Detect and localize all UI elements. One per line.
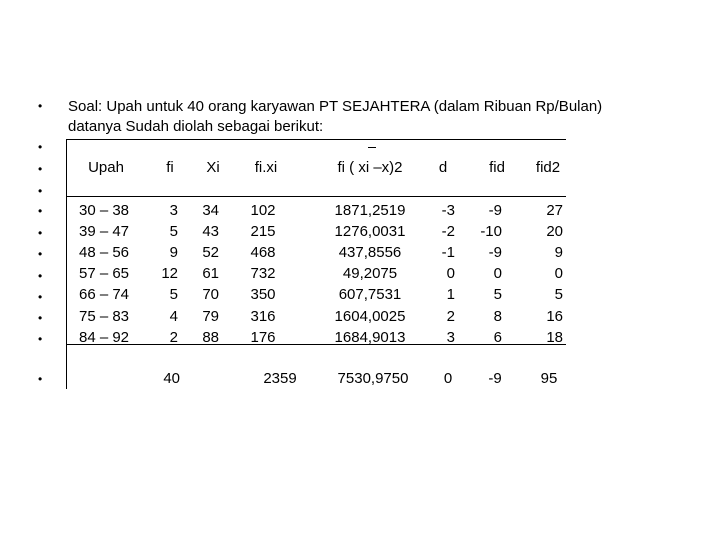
cell-fid: 8	[493, 308, 502, 325]
total-d: 0	[443, 370, 453, 387]
total-fid2: 95	[540, 370, 558, 387]
table-left-border	[66, 139, 67, 389]
bullet: •	[38, 184, 43, 198]
cell-fixi: 215	[250, 223, 276, 240]
bullet: •	[38, 99, 43, 113]
header-xi: Xi	[206, 159, 220, 176]
cell-fid: -9	[488, 202, 502, 219]
cell-fixi: 176	[250, 329, 276, 346]
cell-fi: 4	[169, 308, 178, 325]
header-fid2: fid2	[535, 159, 561, 176]
header-fid: fid	[489, 159, 505, 176]
cell-fi: 5	[169, 223, 178, 240]
cell-d: 0	[446, 265, 455, 282]
cell-fid: 0	[493, 265, 502, 282]
cell-fid2: 5	[554, 286, 563, 303]
cell-upah: 75 – 83	[78, 308, 130, 325]
bullet: •	[38, 290, 43, 304]
cell-fid2: 9	[554, 244, 563, 261]
cell-d: -2	[441, 223, 455, 240]
bullet: •	[38, 162, 43, 176]
cell-fid2: 18	[546, 329, 563, 346]
cell-d: 3	[446, 329, 455, 346]
cell-d: -1	[441, 244, 455, 261]
total-fid: -9	[488, 370, 502, 387]
cell-xi: 61	[202, 265, 219, 282]
cell-xi: 34	[202, 202, 219, 219]
cell-fid2: 16	[546, 308, 563, 325]
cell-fi-xi-mean-sq: 1604,0025	[334, 308, 406, 325]
cell-upah: 30 – 38	[78, 202, 130, 219]
bullet: •	[38, 311, 43, 325]
cell-fid2: 27	[546, 202, 563, 219]
cell-upah: 66 – 74	[78, 286, 130, 303]
cell-xi: 70	[202, 286, 219, 303]
mean-bar	[368, 147, 376, 148]
cell-fid: 6	[493, 329, 502, 346]
cell-fixi: 468	[250, 244, 276, 261]
cell-fi-xi-mean-sq: 1276,0031	[334, 223, 406, 240]
total-fixi: 2359	[263, 370, 297, 387]
cell-fid: 5	[493, 286, 502, 303]
header-d: d	[438, 159, 448, 176]
cell-d: 2	[446, 308, 455, 325]
bullet: •	[38, 247, 43, 261]
cell-d: 1	[446, 286, 455, 303]
cell-xi: 79	[202, 308, 219, 325]
header-upah: Upah	[88, 159, 124, 176]
bullet: •	[38, 140, 43, 154]
cell-upah: 57 – 65	[78, 265, 130, 282]
cell-fi-xi-mean-sq: 1871,2519	[334, 202, 406, 219]
cell-fi-xi-mean-sq: 437,8556	[338, 244, 402, 261]
bullet: •	[38, 332, 43, 346]
header-fi-xi-mean-sq: fi ( xi –x)2	[337, 159, 403, 176]
cell-fi-xi-mean-sq: 1684,9013	[334, 329, 406, 346]
header-fi: fi	[166, 159, 174, 176]
cell-fid: -9	[488, 244, 502, 261]
cell-fixi: 102	[250, 202, 276, 219]
bullet: •	[38, 372, 43, 386]
cell-upah: 48 – 56	[78, 244, 130, 261]
cell-upah: 84 – 92	[78, 329, 130, 346]
cell-fi-xi-mean-sq: 607,7531	[338, 286, 402, 303]
cell-fi: 5	[169, 286, 178, 303]
header-divider	[66, 196, 566, 197]
total-fi: 40	[163, 370, 180, 387]
cell-fid2: 20	[546, 223, 563, 240]
cell-fi: 12	[161, 265, 178, 282]
cell-fi: 2	[169, 329, 178, 346]
bullet: •	[38, 204, 43, 218]
intro-line-2: datanya Sudah diolah sebagai berikut:	[68, 118, 324, 135]
intro-line-1: Soal: Upah untuk 40 orang karyawan PT SEJAHTERA (dalam Ribuan Rp/Bulan)	[68, 98, 603, 115]
cell-fid: -10	[480, 223, 502, 240]
bullet: •	[38, 269, 43, 283]
cell-fixi: 316	[250, 308, 276, 325]
totals-divider	[66, 344, 566, 345]
cell-upah: 39 – 47	[78, 223, 130, 240]
cell-xi: 88	[202, 329, 219, 346]
header-fixi: fi.xi	[254, 159, 278, 176]
cell-fid2: 0	[554, 265, 563, 282]
cell-xi: 43	[202, 223, 219, 240]
total-fi-xi-mean-sq: 7530,9750	[337, 370, 409, 387]
cell-fixi: 350	[250, 286, 276, 303]
cell-fixi: 732	[250, 265, 276, 282]
cell-fi: 3	[169, 202, 178, 219]
bullet: •	[38, 226, 43, 240]
cell-fi: 9	[169, 244, 178, 261]
cell-d: -3	[441, 202, 455, 219]
cell-fi-xi-mean-sq: 49,2075	[342, 265, 398, 282]
table-top-border	[66, 139, 566, 140]
cell-xi: 52	[202, 244, 219, 261]
